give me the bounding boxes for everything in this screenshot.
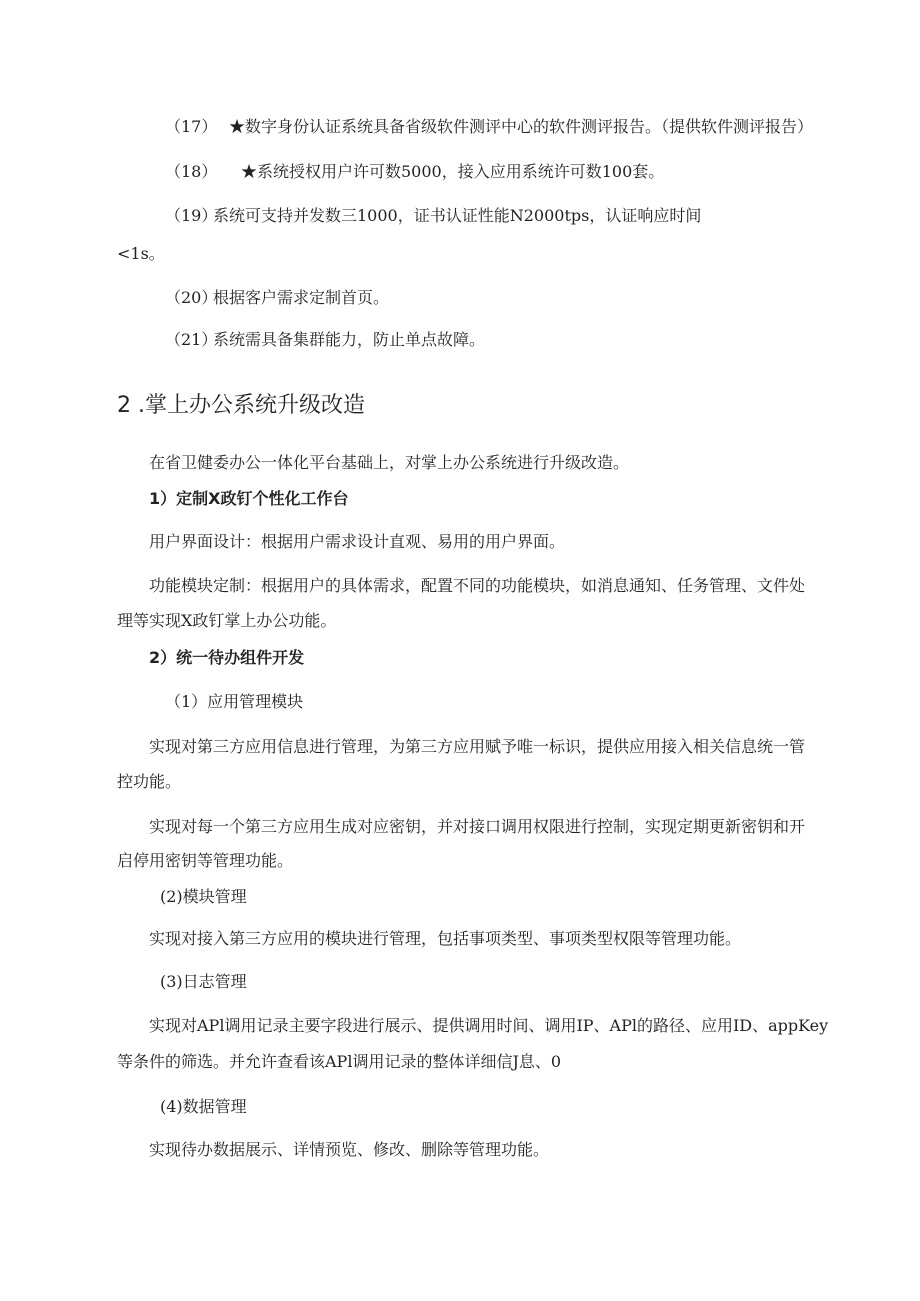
item-number: （18） (165, 162, 218, 181)
item-text: 系统需具备集群能力，防止单点故障。 (213, 330, 486, 349)
section-heading: 2 .掌上办公系统升级改造 (117, 393, 365, 418)
item-17 (165, 117, 813, 137)
module-custom-paragraph-line1: 功能模块定制：根据用户的具体需求，配置不同的功能模块，如消息通知、任务管理、文件处 (149, 576, 806, 595)
module-3-paragraph-line2: 等条件的筛选。并允许查看该APl调用记录的整体详细信J息、0 (117, 1052, 562, 1071)
item-number: （21） (165, 330, 218, 349)
ui-design-paragraph: 用户界面设计：根据用户需求设计直观、易用的用户界面。 (149, 532, 566, 551)
item-text: 系统可支持并发数三1000，证书认证性能N2000tps，认证响应时间 (213, 206, 702, 225)
item-number: （17） (165, 117, 218, 136)
module-3-title: (3)日志管理 (160, 972, 247, 991)
item-19 (165, 206, 701, 226)
item-number: （20） (165, 288, 218, 307)
item-19-continuation: <1s。 (117, 244, 165, 263)
item-21 (165, 330, 485, 350)
item-number: （19） (165, 206, 218, 225)
item-text: 根据客户需求定制首页。 (213, 288, 390, 307)
item-text: ★数字身份认证系统具备省级软件测评中心的软件测评报告。（提供软件测评报告） (229, 117, 814, 136)
module-2-title: (2)模块管理 (160, 887, 247, 906)
module-4-title: (4)数据管理 (160, 1097, 247, 1116)
subsection-2-title: 2）统一待办组件开发 (149, 648, 305, 667)
module-custom-paragraph-line2: 理等实现X政钉掌上办公功能。 (117, 611, 337, 630)
module-3-paragraph-line1: 实现对APl调用记录主要字段进行展示、提供调用时间、调用IP、APl的路径、应用ID、appKey (149, 1016, 829, 1035)
item-20 (165, 288, 389, 308)
item-text: ★系统授权用户许可数5000，接入应用系统许可数100套。 (241, 162, 665, 181)
module-1-paragraph1-line2: 控功能。 (117, 772, 182, 791)
module-2-paragraph: 实现对接入第三方应用的模块进行管理，包括事项类型、事项类型权限等管理功能。 (149, 929, 742, 948)
subsection-1-title: 1）定制X政钉个性化工作台 (149, 489, 349, 508)
module-4-paragraph: 实现待办数据展示、详情预览、修改、删除等管理功能。 (149, 1140, 550, 1159)
module-1-paragraph2-line1: 实现对每一个第三方应用生成对应密钥，并对接口调用权限进行控制，实现定期更新密钥和开 (149, 817, 806, 836)
module-1-title: （1）应用管理模块 (165, 692, 304, 711)
module-1-paragraph2-line2: 启停用密钥等管理功能。 (117, 851, 294, 870)
module-1-paragraph1-line1: 实现对第三方应用信息进行管理，为第三方应用赋予唯一标识，提供应用接入相关信息统一管 (149, 737, 806, 756)
section-intro: 在省卫健委办公一体化平台基础上，对掌上办公系统进行升级改造。 (149, 453, 630, 472)
item-18 (165, 162, 664, 182)
